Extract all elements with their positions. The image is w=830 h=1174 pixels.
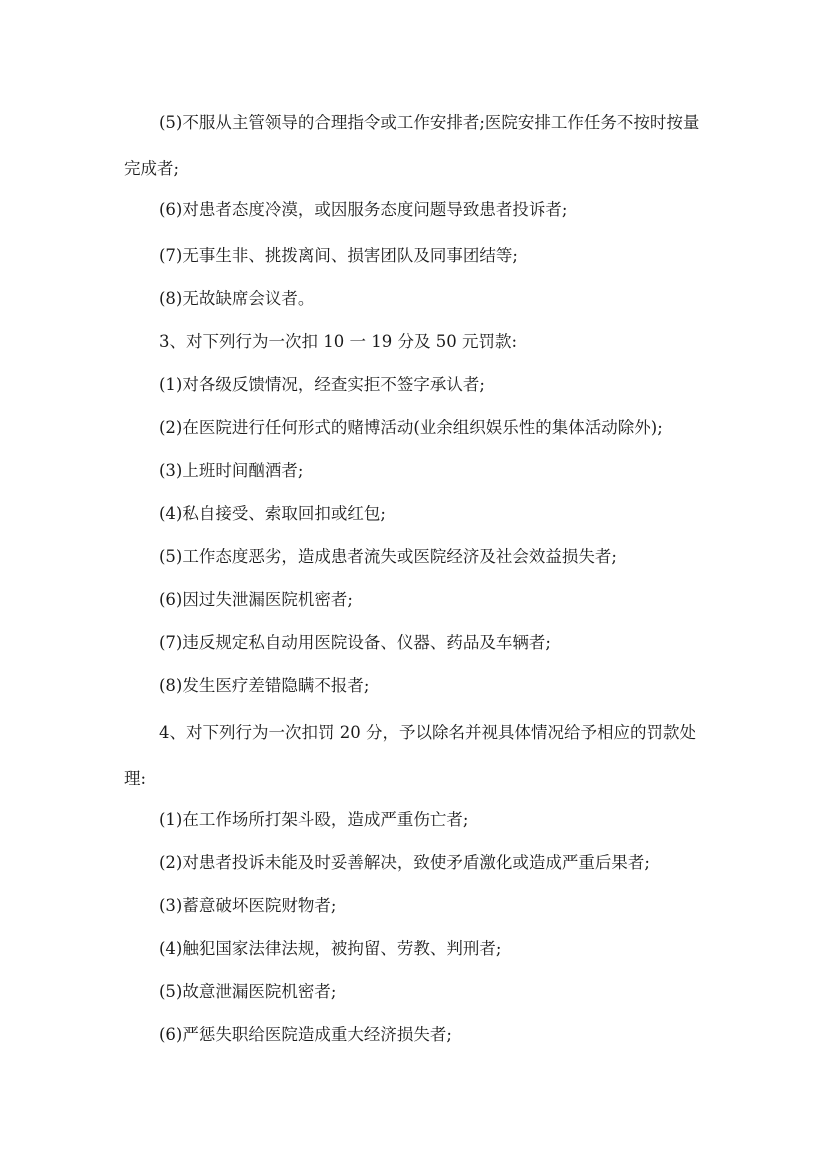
paragraph-item-2b: (2)在医院进行任何形式的赌博活动(业余组织娱乐性的集体活动除外); [159,418,663,437]
paragraph-item-6a: (6)对患者态度冷漠，或因服务态度问题导致患者投诉者; [159,200,568,219]
paragraph-item-6b: (6)因过失泄漏医院机密者; [159,590,353,609]
paragraph-item-6c: (6)严惩失职给医院造成重大经济损失者; [159,1025,452,1044]
paragraph-item-5b: (5)工作态度恶劣，造成患者流失或医院经济及社会效益损失者; [159,547,617,566]
paragraph-item-2c: (2)对患者投诉未能及时妥善解决，致使矛盾激化或造成严重后果者; [159,853,650,872]
watermark: ​ [262,375,338,450]
paragraph-item-4b: (4)私自接受、索取回扣或红包; [159,504,386,523]
section-heading-3: 3、对下列行为一次扣 10 一 19 分及 50 元罚款: [159,332,518,351]
paragraph-item-5a: (5)不服从主管领导的合理指令或工作安排者;医院安排工作任务不按时按量完成者; [124,113,700,178]
paragraph-item-3c: (3)蓄意破坏医院财物者; [159,896,337,915]
paragraph-item-1c: (1)在工作场所打架斗殴，造成严重伤亡者; [159,810,469,829]
paragraph-item-4c: (4)触犯国家法律法规，被拘留、劳教、判刑者; [159,939,502,958]
paragraph-item-8a: (8)无故缺席会议者。 [159,289,315,308]
paragraph-item-1b: (1)对各级反馈情况，经查实拒不签字承认者; [159,375,485,394]
paragraph-item-5c: (5)故意泄漏医院机密者; [159,982,337,1001]
paragraph-item-7a: (7)无事生非、挑拨离间、损害团队及同事团结等; [159,246,518,265]
section-heading-4: 4、对下列行为一次扣罚 20 分，予以除名并视具体情况给予相应的罚款处理: [124,723,696,788]
paragraph-item-8b: (8)发生医疗差错隐瞒不报者; [159,676,370,695]
paragraph-item-7b: (7)违反规定私自动用医院设备、仪器、药品及车辆者; [159,633,551,652]
paragraph-item-3b: (3)上班时间酗酒者; [159,461,304,480]
